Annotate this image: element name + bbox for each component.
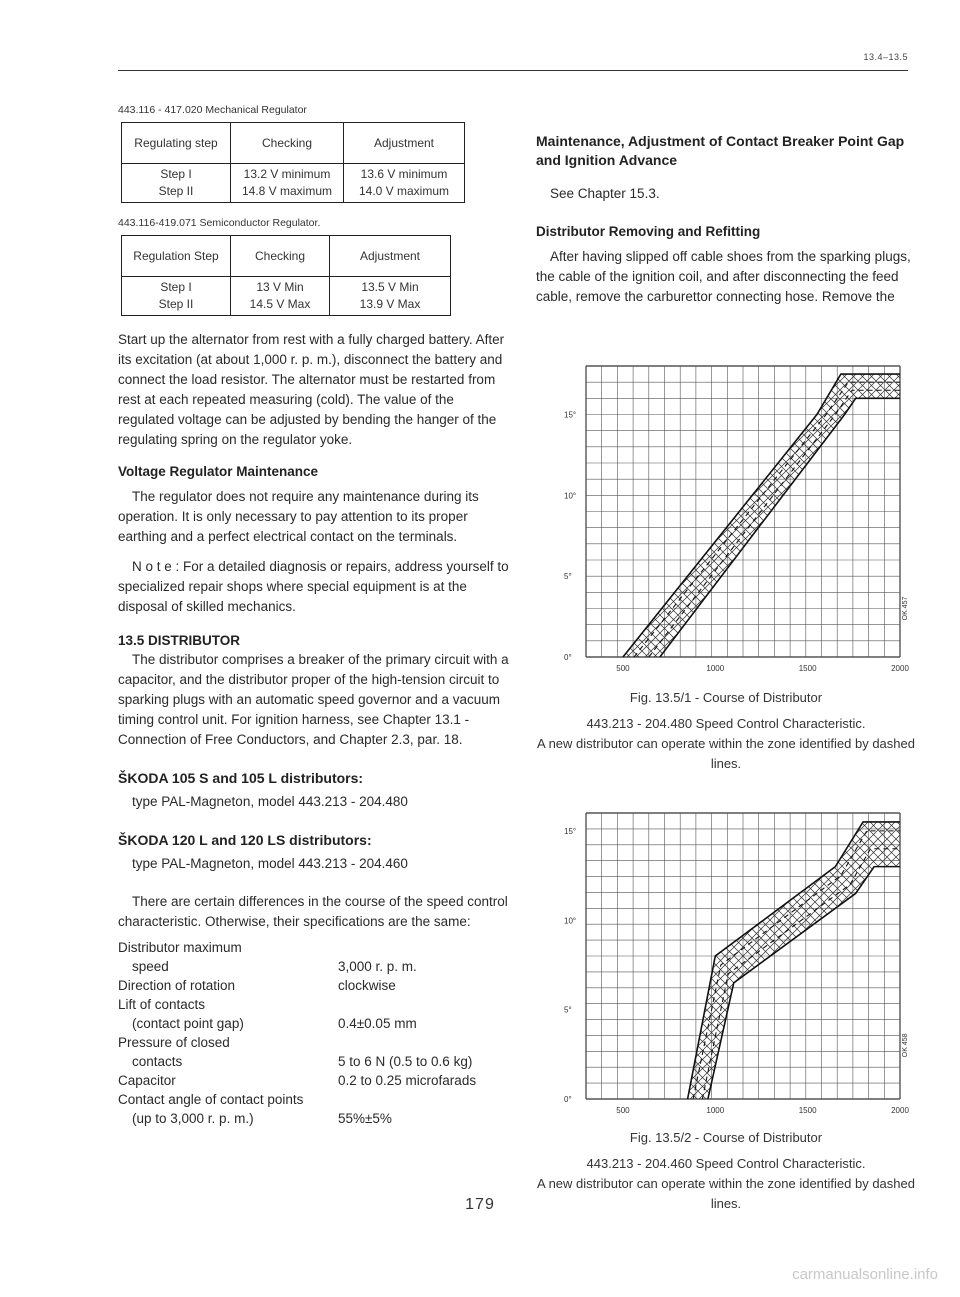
hatch-line	[560, 366, 819, 666]
figure-1-caption	[536, 688, 916, 774]
y-tick-label: 0°	[564, 653, 572, 662]
hatch-line	[573, 358, 873, 657]
hatch-line	[560, 358, 567, 657]
y-tick-label: 15°	[564, 410, 577, 420]
hatch-line	[744, 813, 910, 1113]
hatch-line	[560, 358, 576, 657]
hatch-line	[825, 358, 910, 657]
series-line-4	[702, 849, 900, 1099]
hatch-line	[560, 805, 711, 1099]
band-hatching	[560, 805, 910, 1113]
figure-code-label: OK 457	[902, 596, 909, 621]
table1-adjustment-2: 14.0 V maximum	[358, 184, 450, 198]
hatch-line	[560, 358, 621, 657]
hatch-line	[798, 358, 910, 657]
table2-step-cell	[122, 277, 231, 316]
spec-label: (up to 3,000 r. p. m.)	[132, 1111, 254, 1126]
hatch-line	[560, 805, 648, 1099]
series-line-3	[634, 382, 900, 657]
hatch-line	[560, 358, 846, 657]
removing-paragraph: After having slipped off cable shoes from the sparking plugs, the cable of the ignition coil, and after disconnecting the feed cable, remove the carburettor connecting hose. Remove the	[536, 249, 911, 304]
spec-label: Direction of rotation	[118, 978, 236, 993]
table1-step-cell	[122, 164, 231, 203]
hatch-line	[560, 813, 693, 1113]
hatch-line	[560, 358, 648, 657]
hatch-line	[762, 366, 910, 666]
spec-row	[118, 1033, 513, 1052]
hatch-line	[708, 813, 910, 1113]
hatch-line	[560, 813, 702, 1113]
grid	[586, 366, 900, 657]
hatch-line	[560, 813, 810, 1113]
hatch-line	[726, 358, 910, 657]
hatch-line	[560, 358, 657, 657]
hatch-line	[879, 813, 910, 1113]
hatch-line	[699, 813, 910, 1113]
spec-label: Lift of contacts	[118, 997, 206, 1012]
hatch-line	[888, 813, 910, 1113]
spec-row	[118, 1090, 513, 1109]
distributor-paragraph: The distributor comprises a breaker of the primary circuit with a capacitor, and the distributor proper of the high-tension circuit to sparking plugs with an automatic speed governor and a vacuum timing control unit. For ignition harness, see Chapter 13.1 - Connection of Free Conductors, and Chapter 2.3, par. 18.	[118, 652, 509, 747]
hatch-line	[771, 805, 910, 1099]
hatch-line	[560, 805, 666, 1099]
hatch-line	[560, 813, 594, 1113]
spec-row	[118, 938, 513, 957]
hatch-line	[789, 813, 910, 1113]
left-column	[118, 100, 513, 1128]
hatch-line	[560, 805, 603, 1099]
table1-header-checking: Checking	[231, 123, 344, 164]
hatch-line	[560, 366, 855, 666]
x-tick-label: 1500	[798, 1106, 817, 1115]
hatch-line	[726, 366, 910, 666]
spec-row	[118, 1109, 513, 1128]
hatch-line	[560, 366, 756, 666]
hatch-line	[560, 366, 828, 666]
hatch-line	[560, 805, 828, 1099]
hatch-line	[560, 358, 855, 657]
spec-row	[118, 1052, 513, 1071]
hatch-line	[780, 366, 910, 666]
series-line-2	[708, 867, 900, 1099]
see-chapter-text: See Chapter 15.3.	[550, 186, 660, 201]
hatch-line	[560, 813, 621, 1113]
figure-1-chart	[560, 358, 910, 683]
hatch-line	[591, 358, 891, 657]
mechanical-regulator-table	[121, 122, 465, 203]
table1-caption: 443.116 - 417.020 Mechanical Regulator	[118, 104, 307, 116]
table2-step-2: Step II	[158, 297, 194, 311]
hatch-line	[753, 366, 910, 666]
hatch-line	[560, 805, 846, 1099]
hatch-line	[560, 805, 639, 1099]
hatch-line	[560, 813, 585, 1113]
skoda120-model: type PAL-Magneton, model 443.213 - 204.460	[132, 856, 408, 871]
hatch-line	[654, 805, 910, 1099]
hatch-line	[672, 805, 910, 1099]
hatch-line	[560, 813, 630, 1113]
hatch-line	[600, 813, 900, 1113]
hatch-line	[560, 805, 747, 1099]
hatch-line	[560, 366, 774, 666]
hatch-line	[560, 805, 594, 1099]
hatch-line	[735, 366, 910, 666]
hatch-line	[560, 805, 585, 1099]
hatch-line	[636, 813, 910, 1113]
y-tick-label: 5°	[564, 1005, 572, 1015]
spec-row	[118, 995, 513, 1014]
hatch-line	[726, 805, 910, 1099]
hatch-line	[573, 805, 873, 1099]
hatch-line	[690, 366, 910, 666]
hatch-line	[618, 366, 910, 666]
hatch-line	[560, 358, 792, 657]
hatch-line	[735, 358, 910, 657]
table1-adjustment-cell	[344, 164, 465, 203]
hatch-line	[870, 813, 910, 1113]
table2-checking-2: 14.5 V Max	[249, 297, 311, 311]
hatch-line	[560, 813, 666, 1113]
hatch-line	[560, 813, 774, 1113]
hatch-line	[560, 358, 603, 657]
hatch-line	[780, 813, 910, 1113]
hatch-line	[560, 813, 765, 1113]
section-range: 13.4–13.5	[863, 52, 908, 62]
hatch-line	[560, 813, 576, 1113]
hatch-line	[807, 358, 910, 657]
hatch-line	[560, 813, 657, 1113]
hatch-line	[789, 358, 910, 657]
hatch-line	[560, 805, 576, 1099]
y-tick-label: 0°	[564, 1095, 572, 1104]
semiconductor-regulator-table	[121, 235, 451, 316]
hatch-line	[560, 805, 657, 1099]
hatch-line	[645, 366, 910, 666]
header-rule	[118, 70, 908, 71]
y-tick-label: 10°	[564, 491, 577, 501]
y-tick-label: 5°	[564, 572, 572, 582]
hatch-line	[560, 813, 603, 1113]
hatch-line	[560, 358, 666, 657]
table2-header-adjustment: Adjustment	[330, 236, 451, 277]
hatch-line	[681, 358, 910, 657]
hatch-line	[560, 813, 684, 1113]
hatch-line	[560, 805, 774, 1099]
spec-label: (contact point gap)	[132, 1016, 244, 1031]
hatch-line	[600, 358, 900, 657]
hatch-line	[681, 366, 910, 666]
hatch-line	[560, 366, 801, 666]
y-tick-label: 15°	[564, 826, 577, 836]
spec-row	[118, 976, 513, 995]
table1-step-2: Step II	[158, 184, 194, 198]
maintenance-heading: Maintenance, Adjustment of Contact Breaker Point Gap and Ignition Advance	[536, 133, 905, 168]
hatch-line	[560, 805, 567, 1099]
hatch-line	[717, 813, 910, 1113]
hatch-line	[807, 366, 910, 666]
table1-header-adjustment: Adjustment	[344, 123, 465, 164]
regulator-maintenance-paragraph: The regulator does not require any maintenance during its operation. It is only necessary to pay attention to its proper earthing and a perfect electrical contact on the terminals.	[118, 489, 479, 544]
x-tick-label: 500	[616, 1106, 630, 1115]
hatch-line	[560, 805, 630, 1099]
series-line-1	[688, 822, 900, 1099]
spec-value: 55%±5%	[338, 1111, 392, 1126]
hatch-line	[798, 366, 910, 666]
hatch-line	[618, 813, 910, 1113]
hatch-line	[663, 366, 910, 666]
skoda105-heading: ŠKODA 105 S and 105 L distributors:	[118, 770, 364, 786]
hatch-line	[560, 813, 567, 1113]
spec-value: 0.2 to 0.25 microfarads	[338, 1073, 477, 1088]
hatch-line	[645, 358, 910, 657]
hatch-line	[560, 358, 585, 657]
table1-checking-1: 13.2 V minimum	[243, 167, 331, 181]
table2-checking-cell	[231, 277, 330, 316]
hatch-line	[690, 358, 910, 657]
y-tick-label: 10°	[564, 916, 577, 926]
hatch-line	[560, 813, 792, 1113]
figure-2-caption-note: A new distributor can operate within the zone identified by dashed lines.	[537, 1176, 915, 1211]
hatch-line	[897, 813, 910, 1113]
hatch-line	[717, 805, 910, 1099]
hatch-line	[560, 805, 819, 1099]
table1-header-step: Regulating step	[122, 123, 231, 164]
table1-step-1: Step I	[160, 167, 192, 181]
spec-row	[118, 1071, 513, 1090]
x-tick-label: 1500	[798, 664, 817, 673]
hatch-line	[560, 366, 846, 666]
table1-adjustment-1: 13.6 V minimum	[360, 167, 448, 181]
x-tick-label: 1000	[706, 1106, 725, 1115]
hatch-line	[672, 358, 910, 657]
x-tick-label: 500	[616, 664, 630, 673]
table2-step-1: Step I	[160, 280, 192, 294]
hatch-line	[600, 805, 900, 1099]
hatch-line	[560, 366, 747, 666]
x-tick-label: 2000	[891, 664, 909, 673]
watermark: carmanualsonline.info	[792, 1266, 938, 1283]
hatch-line	[906, 813, 910, 1113]
hatch-line	[591, 813, 891, 1113]
hatch-line	[560, 805, 684, 1099]
alternator-paragraph: Start up the alternator from rest with a fully charged battery. After its excitation (at about 1,000 r. p. m.), disconnect the battery and connect the load resistor. The alternator must be restarted from rest at each repeated measuring (cold). The value of the regulated voltage can be adjusted by bending the hanger of the regulating spring on the regulator yoke.	[118, 332, 505, 447]
spec-value: 3,000 r. p. m.	[338, 959, 417, 974]
hatch-line	[560, 813, 711, 1113]
hatch-line	[834, 813, 910, 1113]
hatch-line	[699, 366, 910, 666]
spec-row	[118, 1014, 513, 1033]
figure-2-chart	[560, 805, 910, 1125]
hatch-line	[560, 805, 702, 1099]
hatch-line	[663, 805, 910, 1099]
hatch-line	[560, 813, 639, 1113]
hatch-line	[771, 366, 910, 666]
hatch-line	[564, 805, 864, 1099]
right-column	[536, 100, 916, 317]
differences-paragraph: There are certain differences in the course of the speed control characteristic. Otherwise, their specifications are the same:	[118, 894, 508, 929]
table1-checking-2: 14.8 V maximum	[241, 184, 333, 198]
spec-label: Capacitor	[118, 1073, 176, 1088]
spec-label: speed	[132, 959, 169, 974]
hatch-line	[654, 358, 910, 657]
page-number: 179	[465, 1196, 495, 1213]
note-paragraph: N o t e : For a detailed diagnosis or repairs, address yourself to specialized repair shops where special equipment is at the disposal of skilled mechanics.	[118, 559, 509, 614]
hatch-line	[564, 358, 864, 657]
table2-header-step: Regulation Step	[122, 236, 231, 277]
figure-code-label: OK 458	[902, 1033, 909, 1058]
band-hatching	[560, 358, 910, 666]
table2-caption: 443.116-419.071 Semiconductor Regulator.	[118, 217, 321, 229]
hatch-line	[708, 366, 910, 666]
spec-value: clockwise	[338, 978, 396, 993]
spec-list	[118, 938, 513, 1128]
spec-label: Distributor maximum	[118, 940, 242, 955]
hatch-line	[560, 358, 639, 657]
hatch-line	[560, 805, 783, 1099]
x-tick-label: 2000	[891, 1106, 909, 1115]
figure-1-caption-note: A new distributor can operate within the zone identified by dashed lines.	[537, 736, 915, 771]
figure-1-caption-title: Fig. 13.5/1 - Course of Distributor	[629, 690, 823, 705]
hatch-line	[560, 813, 648, 1113]
figure-2-caption-desc: 443.213 - 204.460 Speed Control Characteristic.	[586, 1156, 866, 1171]
hatch-line	[771, 358, 910, 657]
hatch-line	[654, 366, 910, 666]
hatch-line	[816, 366, 910, 666]
x-tick-label: 1000	[706, 664, 725, 673]
hatch-line	[789, 366, 910, 666]
hatch-line	[560, 358, 630, 657]
table1-checking-cell	[231, 164, 344, 203]
spec-value: 5 to 6 N (0.5 to 0.6 kg)	[338, 1054, 473, 1069]
hatch-line	[560, 358, 594, 657]
table2-adjustment-cell	[330, 277, 451, 316]
figure-1-caption-desc: 443.213 - 204.480 Speed Control Characteristic.	[586, 716, 866, 731]
hatch-line	[560, 805, 693, 1099]
skoda120-heading: ŠKODA 120 L and 120 LS distributors:	[118, 832, 372, 848]
hatch-line	[560, 813, 855, 1113]
hatch-line	[560, 366, 684, 666]
spec-label: Pressure of closed	[118, 1035, 230, 1050]
hatch-line	[560, 813, 819, 1113]
spec-value: 0.4±0.05 mm	[338, 1016, 417, 1031]
hatch-line	[717, 358, 910, 657]
series-line-3	[693, 831, 900, 1099]
figure-2-caption-title: Fig. 13.5/2 - Course of Distributor	[629, 1130, 823, 1145]
hatch-line	[560, 813, 747, 1113]
spec-label: contacts	[132, 1054, 183, 1069]
table2-checking-1: 13 V Min	[256, 280, 304, 294]
hatch-line	[560, 358, 810, 657]
table2-adjustment-1: 13.5 V Min	[361, 280, 419, 294]
table2-header-checking: Checking	[231, 236, 330, 277]
hatch-line	[816, 358, 910, 657]
hatch-line	[744, 366, 910, 666]
hatch-line	[560, 358, 747, 657]
hatch-line	[699, 358, 910, 657]
hatch-line	[560, 813, 801, 1113]
hatch-line	[753, 358, 910, 657]
hatch-line	[834, 366, 910, 666]
hatch-line	[708, 358, 910, 657]
hatch-line	[560, 366, 711, 666]
hatch-line	[780, 805, 910, 1099]
hatch-line	[560, 805, 621, 1099]
hatch-line	[560, 366, 693, 666]
table2-adjustment-2: 13.9 V Max	[359, 297, 421, 311]
hatch-line	[560, 805, 810, 1099]
hatch-line	[627, 366, 910, 666]
distributor-heading: 13.5 DISTRIBUTOR	[118, 633, 241, 648]
skoda105-model: type PAL-Magneton, model 443.213 - 204.480	[132, 794, 408, 809]
hatch-line	[663, 358, 910, 657]
hatch-line	[798, 813, 910, 1113]
hatch-line	[672, 366, 910, 666]
hatch-line	[560, 366, 810, 666]
hatch-line	[672, 813, 910, 1113]
hatch-line	[636, 805, 910, 1099]
hatch-line	[618, 358, 910, 657]
spec-row	[118, 957, 513, 976]
hatch-line	[816, 813, 910, 1113]
voltage-regulator-heading: Voltage Regulator Maintenance	[118, 464, 319, 479]
hatch-line	[560, 805, 756, 1099]
removing-heading: Distributor Removing and Refitting	[536, 224, 761, 239]
hatch-line	[560, 358, 693, 657]
hatch-line	[654, 813, 910, 1113]
hatch-line	[560, 805, 765, 1099]
hatch-line	[560, 358, 684, 657]
hatch-line	[618, 805, 910, 1099]
spec-label: Contact angle of contact points	[118, 1092, 304, 1107]
hatch-line	[560, 358, 711, 657]
